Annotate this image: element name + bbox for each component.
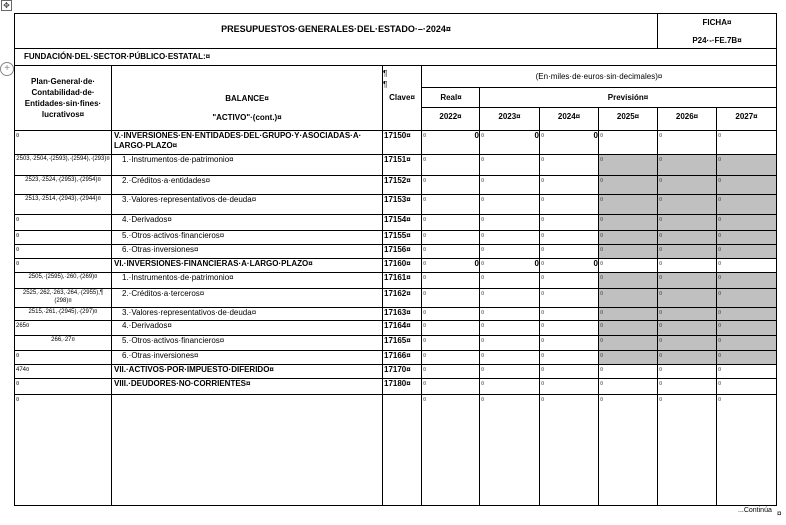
balance-label: VII.·ACTIVOS·POR·IMPUESTO·DIFERIDO¤ (114, 365, 274, 374)
clave-cell: 17162¤ (384, 289, 411, 298)
pgc-cell: 2513,·2514,·(2943),·(2944)¤ (25, 196, 101, 202)
cell-end-mark: ¤ (423, 217, 427, 223)
cell-end-mark: ¤ (659, 338, 663, 344)
balance-label: 6.·Otras·inversiones¤ (122, 245, 199, 254)
table-rule (14, 13, 777, 14)
clave-cell: 17152¤ (384, 176, 411, 185)
cell-end-mark: ¤ (600, 197, 604, 203)
value-cell: 0 (474, 259, 479, 268)
cell-end-mark: ¤ (481, 381, 485, 387)
balance-label: 6.·Otras·inversiones¤ (122, 351, 199, 360)
pgc-cell: 474¤ (16, 367, 30, 373)
balance-label: 3.·Valores·representativos·de·deuda¤ (122, 195, 257, 204)
cell-end-mark: ¤ (659, 233, 663, 239)
shaded-cell (599, 155, 776, 175)
pgc-cell: 2505,·(2595),·260,·(269)¤ (28, 274, 98, 280)
cell-end-mark: ¤ (718, 197, 722, 203)
cell-end-mark: ¤ (600, 353, 604, 359)
cell-end-mark: ¤ (541, 323, 545, 329)
cell-end-mark: ¤ (718, 291, 722, 297)
cell-end-mark: ¤ (600, 310, 604, 316)
pgc-cell: ¤ (16, 381, 20, 387)
cell-end-mark: ¤ (718, 275, 722, 281)
shaded-cell (599, 351, 776, 364)
cell-end-mark: ¤ (718, 397, 722, 403)
cell-end-mark: ¤ (423, 197, 427, 203)
cell-end-mark: ¤ (659, 157, 663, 163)
balance-label: 1.·Instrumentos·de·patrimonio¤ (122, 273, 234, 282)
cell-end-mark: ¤ (481, 247, 485, 253)
balance-label: 4.·Derivados¤ (122, 215, 172, 224)
cell-end-mark: ¤ (541, 291, 545, 297)
cell-end-mark: ¤ (718, 381, 722, 387)
balance-label: VIII.·DEUDORES·NO·CORRIENTES¤ (114, 379, 251, 388)
year-header: 2027¤ (735, 112, 758, 121)
cell-end-mark: ¤ (718, 323, 722, 329)
cell-end-mark: ¤ (481, 217, 485, 223)
cell-end-mark: ¤ (718, 233, 722, 239)
shaded-cell (599, 273, 776, 288)
cell-end-mark: ¤ (600, 178, 604, 184)
cell-end-mark: ¤ (718, 133, 722, 139)
balance-label: VI.·INVERSIONES·FINANCIERAS·A·LARGO·PLAZO¤ (114, 259, 313, 268)
clave-cell: 17165¤ (384, 336, 411, 345)
cell-end-mark: ¤ (659, 367, 663, 373)
units-note: (En·miles·de·euros·sin·decimales)¤ (535, 72, 663, 81)
cell-end-mark: ¤ (541, 217, 545, 223)
cell-end-mark: ¤ (659, 217, 663, 223)
table-rule (479, 87, 480, 108)
cell-end-mark: ¤ (659, 275, 663, 281)
cell-end-mark: ¤ (659, 291, 663, 297)
cell-end-mark: ¤ (481, 310, 485, 316)
cell-end-mark: ¤ (423, 178, 427, 184)
cell-end-mark: ¤ (423, 233, 427, 239)
cell-end-mark: ¤ (481, 261, 485, 267)
cell-end-mark: ¤ (541, 178, 545, 184)
table-move-handle-icon[interactable]: ✥ (1, 0, 12, 11)
table-rule (382, 65, 383, 506)
cell-end-mark: ¤ (541, 367, 545, 373)
para-mark-2: ¶ (383, 80, 388, 89)
year-header: 2025¤ (616, 112, 640, 121)
cell-end-mark: ¤ (718, 367, 722, 373)
cell-end-mark: ¤ (600, 397, 604, 403)
cell-end-mark: ¤ (423, 338, 427, 344)
shaded-cell (599, 245, 776, 258)
cell-end-mark: ¤ (423, 397, 427, 403)
value-cell: 0 (534, 259, 539, 268)
clave-cell: 17153¤ (384, 195, 411, 204)
value-cell: 0 (474, 131, 479, 140)
balance-label: 5.·Otros·activos·financieros¤ (122, 231, 225, 240)
cell-end-mark: ¤ (718, 261, 722, 267)
cell-end-mark: ¤ (481, 353, 485, 359)
pgc-cell: ¤ (16, 397, 20, 403)
para-mark: ¶ (383, 69, 388, 78)
balance-header: BALANCE¤ (225, 94, 269, 103)
cell-end-mark: ¤ (481, 178, 485, 184)
shaded-cell (599, 289, 776, 307)
pgc-cell: ¤ (16, 217, 20, 223)
shaded-cell (599, 308, 776, 320)
value-cell: 0 (593, 259, 598, 268)
pgc-header: Plan·General·de· Contabilidad·de· Entidades·sin·fines· lucrativos¤ (24, 77, 102, 119)
cell-end-mark: ¤ (659, 197, 663, 203)
cell-end-mark: ¤ (659, 323, 663, 329)
balance-label: 2.·Créditos·a·entidades¤ (122, 176, 211, 185)
clave-cell: 17166¤ (384, 351, 411, 360)
clave-cell: 17160¤ (384, 259, 411, 268)
table-rule (421, 107, 777, 108)
cell-end-mark: ¤ (423, 157, 427, 163)
cell-end-mark: ¤ (423, 261, 427, 267)
cell-end-mark: ¤ (481, 233, 485, 239)
pgc-cell: ¤ (16, 247, 20, 253)
value-cell: 0 (593, 131, 598, 140)
balance-label: 4.·Derivados¤ (122, 321, 172, 330)
cell-end-mark: ¤ (541, 157, 545, 163)
cell-end-mark: ¤ (481, 133, 485, 139)
table-rule (14, 48, 777, 49)
cell-end-mark: ¤ (659, 178, 663, 184)
shaded-cell (599, 176, 776, 194)
page-title: PRESUPUESTOS·GENERALES·DEL·ESTADO·–·2024¤ (221, 24, 451, 34)
balance-label: 1.·Instrumentos·de·patrimonio¤ (122, 155, 234, 164)
clave-cell: 17164¤ (384, 321, 411, 330)
year-header: 2023¤ (498, 112, 521, 121)
clave-cell: 17150¤ (384, 131, 411, 140)
clave-cell: 17151¤ (384, 155, 411, 164)
ficha-label: FICHA¤ (702, 18, 732, 27)
year-header: 2026¤ (675, 112, 699, 121)
pgc-cell: 2503,·2504,·(2593),·(2594),·(293)¤ (16, 156, 110, 162)
cell-end-mark: ¤ (600, 275, 604, 281)
balance-label: 3.·Valores·representativos·de·deuda¤ (122, 308, 257, 317)
table-rule (14, 505, 777, 506)
pgc-cell: ¤ (16, 133, 20, 139)
cell-end-mark: ¤ (659, 381, 663, 387)
clave-cell: 17154¤ (384, 215, 411, 224)
cell-end-mark: ¤ (600, 338, 604, 344)
cell-end-mark: ¤ (541, 338, 545, 344)
cell-end-mark: ¤ (600, 381, 604, 387)
cell-end-mark: ¤ (541, 233, 545, 239)
year-header: 2024¤ (557, 112, 581, 121)
cell-end-mark: ¤ (541, 197, 545, 203)
cell-end-mark: ¤ (718, 157, 722, 163)
cell-end-mark: ¤ (718, 217, 722, 223)
value-cell: 0 (534, 131, 539, 140)
cell-end-mark: ¤ (423, 247, 427, 253)
cell-end-mark: ¤ (481, 275, 485, 281)
ficha-code: P24·-·FE.7B¤ (692, 36, 742, 45)
clave-cell: 17163¤ (384, 308, 411, 317)
cell-end-mark: ¤ (423, 310, 427, 316)
cell-end-mark: ¤ (541, 381, 545, 387)
cell-end-mark: ¤ (541, 133, 545, 139)
cell-end-mark: ¤ (600, 367, 604, 373)
cell-end-mark: ¤ (718, 338, 722, 344)
cell-end-mark: ¤ (541, 310, 545, 316)
pgc-cell: 266,·27¤ (51, 337, 75, 343)
cell-end-mark: ¤ (659, 133, 663, 139)
cell-end-mark: ¤ (600, 157, 604, 163)
pgc-cell: ¤ (16, 353, 20, 359)
cell-end-mark: ¤ (600, 261, 604, 267)
cell-end-mark: ¤ (541, 275, 545, 281)
table-rule (14, 65, 777, 66)
real-header: Real¤ (440, 93, 462, 102)
end-mark: ¤ (777, 509, 782, 518)
cell-end-mark: ¤ (600, 233, 604, 239)
balance-label: 5.·Otros·activos·financieros¤ (122, 336, 225, 345)
cell-end-mark: ¤ (718, 178, 722, 184)
shaded-cell (599, 321, 776, 335)
cell-end-mark: ¤ (541, 353, 545, 359)
insert-row-icon[interactable]: + (0, 62, 14, 76)
cell-end-mark: ¤ (423, 323, 427, 329)
shaded-cell (599, 231, 776, 244)
cell-end-mark: ¤ (481, 291, 485, 297)
cell-end-mark: ¤ (481, 367, 485, 373)
cell-end-mark: ¤ (600, 291, 604, 297)
cell-end-mark: ¤ (541, 261, 545, 267)
table-rule (111, 65, 112, 506)
cell-end-mark: ¤ (423, 133, 427, 139)
cell-end-mark: ¤ (718, 353, 722, 359)
cell-end-mark: ¤ (659, 261, 663, 267)
pgc-cell: ¤ (16, 261, 20, 267)
prevision-header: Previsión¤ (607, 93, 649, 102)
cell-end-mark: ¤ (541, 247, 545, 253)
cell-end-mark: ¤ (481, 397, 485, 403)
pgc-cell: 2523,·2524,·(2953),·(2954)¤ (25, 177, 101, 183)
balance-label: V.·INVERSIONES·EN·ENTIDADES·DEL·GRUPO·Y·ASOCIADAS·A· LARGO·PLAZO¤ (114, 131, 362, 150)
pgc-cell: 2525,·262,·263,·264,·(2955),¶ (298)¤ (22, 290, 104, 304)
table-rule (421, 87, 777, 88)
cell-end-mark: ¤ (659, 353, 663, 359)
cell-end-mark: ¤ (541, 397, 545, 403)
cell-end-mark: ¤ (423, 367, 427, 373)
cell-end-mark: ¤ (423, 275, 427, 281)
balance-label: 2.·Créditos·a·terceros¤ (122, 289, 205, 298)
cell-end-mark: ¤ (481, 157, 485, 163)
cell-end-mark: ¤ (423, 291, 427, 297)
table-rule (657, 13, 658, 49)
shaded-cell (599, 215, 776, 230)
cell-end-mark: ¤ (659, 247, 663, 253)
clave-cell: 17180¤ (384, 379, 411, 388)
pgc-cell: 2515,·261,·(2945),·(297)¤ (28, 309, 98, 315)
cell-end-mark: ¤ (481, 338, 485, 344)
clave-cell: 17161¤ (384, 273, 411, 282)
cell-end-mark: ¤ (600, 247, 604, 253)
cell-end-mark: ¤ (481, 323, 485, 329)
table-rule (14, 13, 15, 506)
activo-header: "ACTIVO"·(cont.)¤ (212, 113, 282, 122)
cell-end-mark: ¤ (600, 323, 604, 329)
cell-end-mark: ¤ (423, 381, 427, 387)
cell-end-mark: ¤ (423, 353, 427, 359)
table-rule (14, 394, 777, 395)
cell-end-mark: ¤ (600, 133, 604, 139)
cell-end-mark: ¤ (718, 247, 722, 253)
continues-note: ...Continúa (738, 507, 772, 514)
cell-end-mark: ¤ (481, 197, 485, 203)
shaded-cell (599, 195, 776, 214)
cell-end-mark: ¤ (659, 397, 663, 403)
clave-cell: 17156¤ (384, 245, 411, 254)
clave-cell: 17170¤ (384, 365, 411, 374)
pgc-cell: ¤ (16, 233, 20, 239)
cell-end-mark: ¤ (659, 310, 663, 316)
shaded-cell (599, 336, 776, 350)
clave-header: Clave¤ (389, 93, 415, 102)
clave-cell: 17155¤ (384, 231, 411, 240)
entity-name: FUNDACIÓN·DEL·SECTOR·PÚBLICO·ESTATAL:¤ (24, 52, 211, 61)
pgc-cell: 265¤ (16, 323, 30, 329)
year-header: 2022¤ (439, 112, 462, 121)
cell-end-mark: ¤ (718, 310, 722, 316)
cell-end-mark: ¤ (600, 217, 604, 223)
